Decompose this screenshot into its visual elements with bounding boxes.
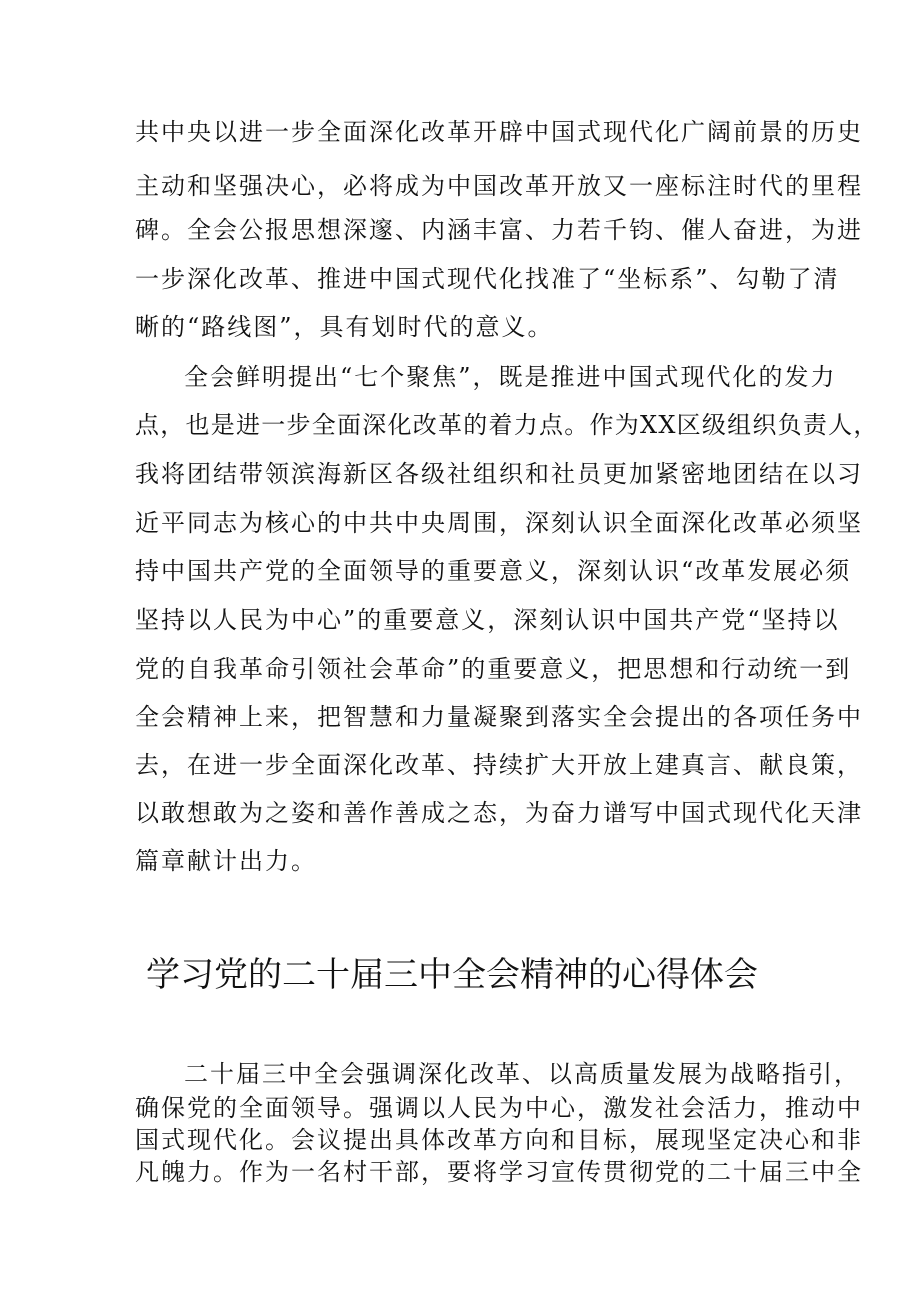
text-line: 坚持以人民为中心”的重要意义，深刻认识中国共产党“坚持以 — [135, 606, 840, 634]
text-line: 晰的“路线图”，具有划时代的意义。 — [135, 313, 554, 341]
text-line: 篇章献计出力。 — [135, 847, 317, 875]
text-line: 共中央以进一步全面深化改革开辟中国式现代化广阔前景的历史 — [135, 118, 863, 146]
text-line: 国式现代化。会议提出具体改革方向和目标，展现坚定决心和非 — [135, 1126, 863, 1154]
text-line: 全会精神上来，把智慧和力量凝聚到落实全会提出的各项任务中 — [135, 703, 863, 731]
text-line: 去，在进一步全面深化改革、持续扩大开放上建真言、献良策， — [135, 751, 863, 779]
text-line: 以敢想敢为之姿和善作善成之态，为奋力谱写中国式现代化天津 — [135, 799, 863, 827]
text-line: 碑。全会公报思想深邃、内涵丰富、力若千钧、催人奋进，为进 — [135, 216, 863, 244]
text-line: 主动和坚强决心，必将成为中国改革开放又一座标注时代的里程 — [135, 172, 863, 200]
text-line: 确保党的全面领导。强调以人民为中心，激发社会活力，推动中 — [135, 1094, 863, 1122]
text-line: 持中国共产党的全面领导的重要意义，深刻认识“改革发展必须 — [135, 557, 852, 585]
text-line: 近平同志为核心的中共中央周围，深刻认识全面深化改革必须坚 — [135, 509, 863, 537]
text-line: 全会鲜明提出“七个聚焦”，既是推进中国式现代化的发力 — [184, 363, 837, 391]
text-line: 一步深化改革、推进中国式现代化找准了“坐标系”、勾勒了清 — [135, 265, 840, 293]
section-title: 学习党的二十届三中全会精神的心得体会 — [146, 955, 758, 995]
text-line: 党的自我革命引领社会革命”的重要意义，把思想和行动统一到 — [135, 655, 852, 683]
text-line: 我将团结带领滨海新区各级社组织和社员更加紧密地团结在以习 — [135, 460, 863, 488]
text-line: 点，也是进一步全面深化改革的着力点。作为XX区级组织负责人， — [135, 411, 879, 439]
text-line: 二十届三中全会强调深化改革、以高质量发展为战略指引， — [184, 1060, 860, 1088]
text-line: 凡魄力。作为一名村干部，要将学习宣传贯彻党的二十届三中全 — [135, 1158, 863, 1186]
